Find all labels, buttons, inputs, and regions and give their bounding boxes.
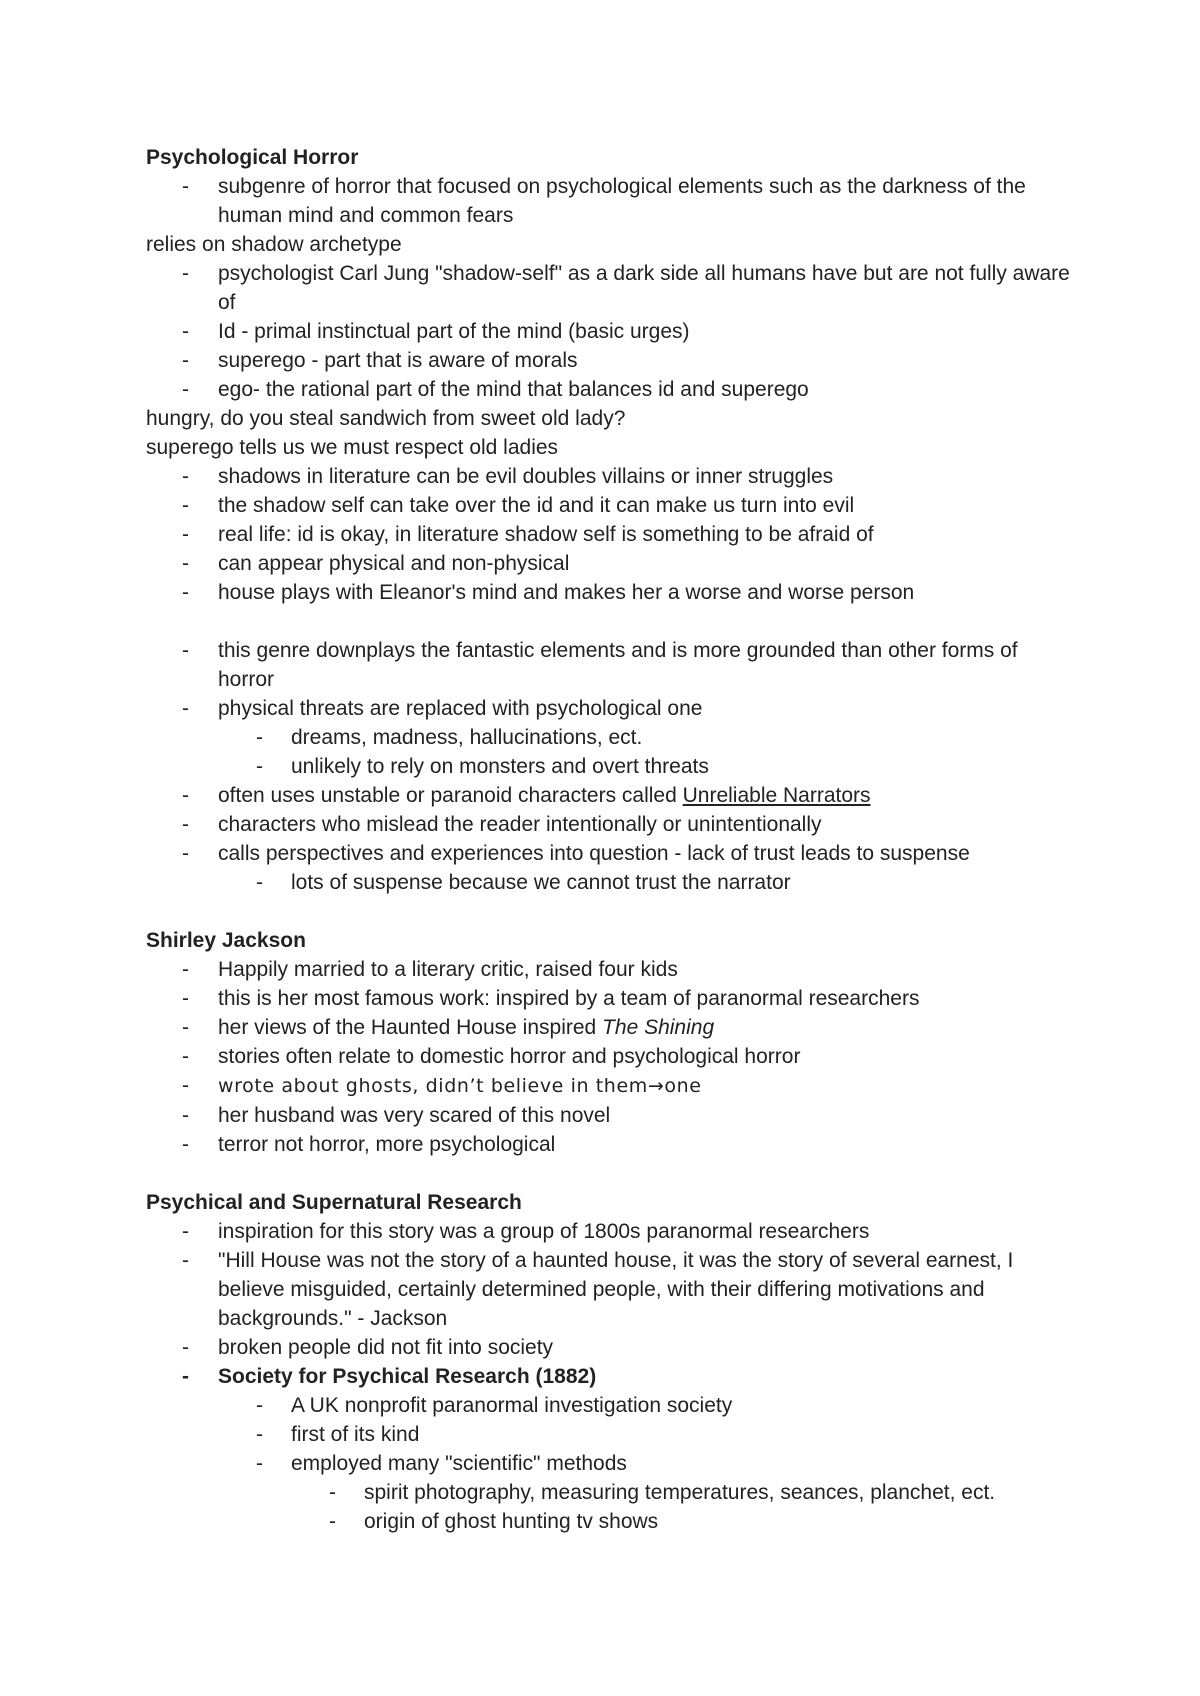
bullet-dash: - bbox=[256, 1394, 263, 1417]
blank-line bbox=[146, 607, 1076, 636]
line-text: stories often relate to domestic horror and psychological horror bbox=[218, 1045, 801, 1068]
bullet-dash: - bbox=[182, 1045, 189, 1068]
line-text: spirit photography, measuring temperatures, seances, planchet, ect. bbox=[364, 1481, 996, 1504]
line-text: origin of ghost hunting tv shows bbox=[364, 1510, 659, 1533]
bullet-item bbox=[146, 578, 1076, 607]
bullet-item bbox=[146, 810, 1076, 839]
bullet-dash: - bbox=[182, 1336, 189, 1359]
bullet-dash: - bbox=[256, 871, 263, 894]
note-line bbox=[146, 433, 1076, 462]
bullet-item bbox=[146, 549, 1076, 578]
document-page bbox=[146, 143, 1076, 1536]
bullet-dash: - bbox=[256, 755, 263, 778]
bullet-item bbox=[146, 1333, 1076, 1362]
italic-title: The Shining bbox=[602, 1016, 715, 1039]
bullet-item bbox=[146, 346, 1076, 375]
line-text: A UK nonprofit paranormal investigation society bbox=[291, 1394, 733, 1417]
line-text: the shadow self can take over the id and it can make us turn into evil bbox=[218, 494, 855, 517]
bullet-dash: - bbox=[329, 1481, 336, 1504]
line-text: wrote about ghosts, didn’t believe in them→one bbox=[218, 1075, 702, 1097]
bullet-dash: - bbox=[256, 726, 263, 749]
bullet-dash: - bbox=[182, 813, 189, 836]
bullet-item bbox=[146, 1071, 1076, 1101]
bullet-dash: - bbox=[182, 1133, 189, 1156]
bullet-item bbox=[146, 1130, 1076, 1159]
bullet-dash: - bbox=[182, 639, 189, 662]
bullet-item bbox=[146, 1478, 1076, 1507]
section-heading: Shirley Jackson bbox=[146, 929, 306, 952]
line-text: dreams, madness, hallucinations, ect. bbox=[291, 726, 643, 749]
bullet-dash: - bbox=[182, 1104, 189, 1127]
bullet-item bbox=[146, 520, 1076, 549]
line-text: lots of suspense because we cannot trust the narrator bbox=[291, 871, 791, 894]
blank-line bbox=[146, 897, 1076, 926]
bullet-dash: - bbox=[182, 320, 189, 343]
bullet-item bbox=[146, 1362, 1076, 1391]
line-text: first of its kind bbox=[291, 1423, 420, 1446]
line-text: physical threats are replaced with psychological one bbox=[218, 697, 703, 720]
bullet-item bbox=[146, 375, 1076, 404]
line-text: unlikely to rely on monsters and overt threats bbox=[291, 755, 709, 778]
line-text: Happily married to a literary critic, raised four kids bbox=[218, 958, 678, 981]
bullet-dash: - bbox=[182, 958, 189, 981]
bullet-dash: - bbox=[182, 784, 189, 807]
bullet-item bbox=[146, 1217, 1076, 1246]
line-text: often uses unstable or paranoid characters called bbox=[218, 784, 683, 807]
line-text: employed many "scientific" methods bbox=[291, 1452, 627, 1475]
line-text: this is her most famous work: inspired by a team of paranormal researchers bbox=[218, 987, 920, 1010]
bullet-item bbox=[146, 752, 1076, 781]
line-text: can appear physical and non-physical bbox=[218, 552, 570, 575]
bullet-dash: - bbox=[182, 987, 189, 1010]
line-text: broken people did not fit into society bbox=[218, 1336, 554, 1359]
bullet-dash: - bbox=[182, 523, 189, 546]
bullet-dash: - bbox=[329, 1510, 336, 1533]
bullet-dash: - bbox=[182, 1249, 189, 1272]
bullet-item bbox=[146, 1507, 1076, 1536]
bullet-dash: - bbox=[182, 262, 189, 285]
bullet-dash: - bbox=[256, 1452, 263, 1475]
bullet-item bbox=[146, 1013, 1076, 1042]
bullet-item bbox=[146, 839, 1076, 868]
bullet-item bbox=[146, 955, 1076, 984]
line-text: relies on shadow archetype bbox=[146, 233, 402, 256]
bullet-dash: - bbox=[182, 552, 189, 575]
line-text: terror not horror, more psychological bbox=[218, 1133, 556, 1156]
line-text: ego- the rational part of the mind that balances id and superego bbox=[218, 378, 809, 401]
line-text: "Hill House was not the story of a haunted house, it was the story of several earnest, I believe misguided, certainly determined people, with their differing motivations and backgrounds." - Jackson bbox=[218, 1249, 1014, 1330]
bullet-item bbox=[146, 462, 1076, 491]
bullet-dash: - bbox=[182, 842, 189, 865]
section-heading: Psychical and Supernatural Research bbox=[146, 1191, 522, 1214]
line-text: calls perspectives and experiences into question - lack of trust leads to suspense bbox=[218, 842, 970, 865]
line-text: house plays with Eleanor's mind and makes her a worse and worse person bbox=[218, 581, 915, 604]
section-heading: Psychological Horror bbox=[146, 146, 359, 169]
bullet-item bbox=[146, 1042, 1076, 1071]
line-text: Id - primal instinctual part of the mind (basic urges) bbox=[218, 320, 690, 343]
note-line bbox=[146, 230, 1076, 259]
bullet-item bbox=[146, 636, 1076, 694]
bullet-dash: - bbox=[182, 1220, 189, 1243]
bullet-dash: - bbox=[182, 1016, 189, 1039]
line-text: her views of the Haunted House inspired bbox=[218, 1016, 603, 1039]
bullet-item bbox=[146, 259, 1076, 317]
line-text: shadows in literature can be evil doubles villains or inner struggles bbox=[218, 465, 834, 488]
bullet-dash: - bbox=[182, 175, 189, 198]
bullet-item bbox=[146, 1101, 1076, 1130]
bullet-item bbox=[146, 1391, 1076, 1420]
bullet-dash: - bbox=[182, 349, 189, 372]
bullet-item bbox=[146, 868, 1076, 897]
bullet-item bbox=[146, 984, 1076, 1013]
bullet-item bbox=[146, 781, 1076, 810]
bullet-dash: - bbox=[182, 378, 189, 401]
bullet-item bbox=[146, 172, 1076, 230]
line-text: characters who mislead the reader intentionally or unintentionally bbox=[218, 813, 822, 836]
bullet-dash: - bbox=[182, 1074, 189, 1097]
bullet-dash: - bbox=[182, 465, 189, 488]
line-text: her husband was very scared of this novel bbox=[218, 1104, 611, 1127]
line-text: subgenre of horror that focused on psychological elements such as the darkness of the human mind and common fears bbox=[218, 175, 1026, 227]
underlined-term: Unreliable Narrators bbox=[682, 784, 871, 807]
bullet-dash: - bbox=[182, 494, 189, 517]
line-text: this genre downplays the fantastic elements and is more grounded than other forms of horror bbox=[218, 639, 1018, 691]
bullet-dash: - bbox=[182, 581, 189, 604]
line-text: psychologist Carl Jung "shadow-self" as a dark side all humans have but are not fully aware of bbox=[218, 262, 1070, 314]
line-text: hungry, do you steal sandwich from sweet old lady? bbox=[146, 407, 626, 430]
bullet-dash: - bbox=[256, 1423, 263, 1446]
line-text: Society for Psychical Research (1882) bbox=[218, 1365, 597, 1388]
line-text: superego tells us we must respect old ladies bbox=[146, 436, 559, 459]
bullet-item bbox=[146, 1420, 1076, 1449]
bullet-item bbox=[146, 723, 1076, 752]
bullet-item bbox=[146, 694, 1076, 723]
bullet-dash: - bbox=[182, 697, 189, 720]
line-text: superego - part that is aware of morals bbox=[218, 349, 578, 372]
bullet-item bbox=[146, 1449, 1076, 1478]
bullet-item bbox=[146, 1246, 1076, 1333]
bullet-dash: - bbox=[182, 1365, 189, 1388]
bullet-item bbox=[146, 317, 1076, 346]
line-text: real life: id is okay, in literature shadow self is something to be afraid of bbox=[218, 523, 874, 546]
blank-line bbox=[146, 1159, 1076, 1188]
bullet-item bbox=[146, 491, 1076, 520]
line-text: inspiration for this story was a group of 1800s paranormal researchers bbox=[218, 1220, 870, 1243]
note-line bbox=[146, 404, 1076, 433]
